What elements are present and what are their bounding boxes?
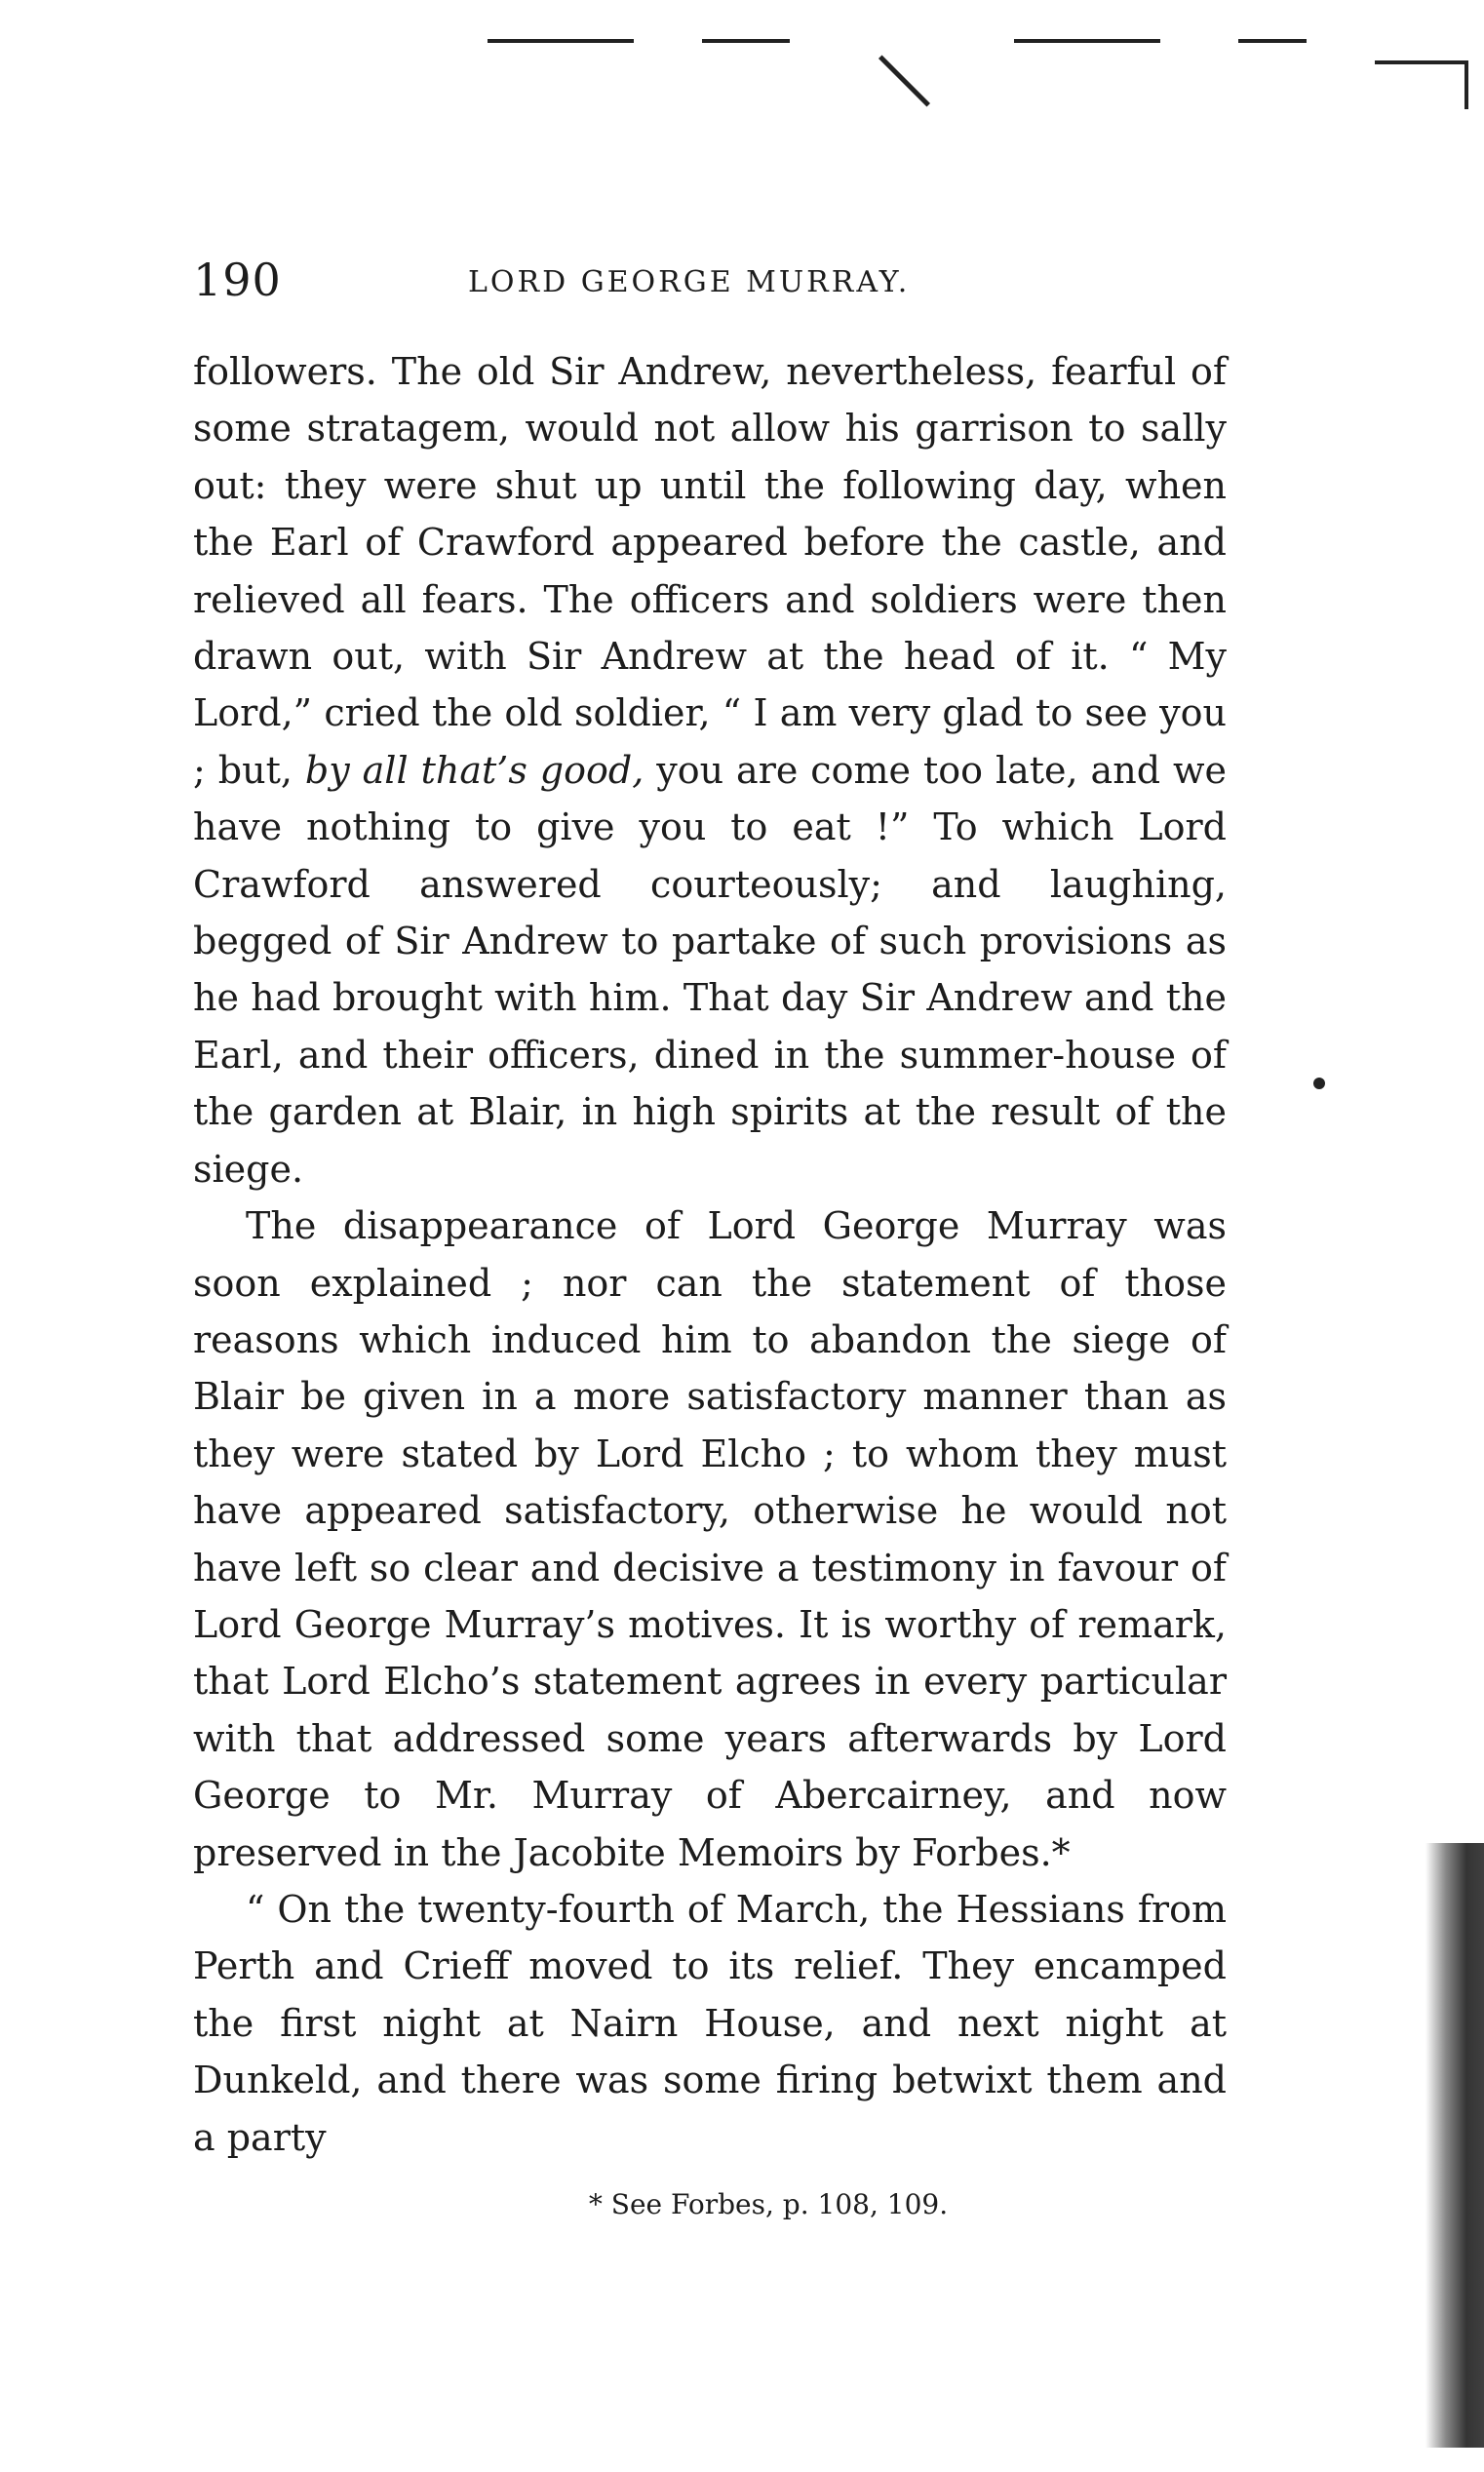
scan-mark-8	[1313, 1078, 1325, 1089]
scan-mark-3	[1014, 39, 1160, 43]
running-title: LORD GEORGE MURRAY.	[468, 265, 911, 299]
paragraph-1-text-b: you are come too late, and we have nothing to give you to eat !” To which Lord Crawford answered courteously; and laughing, begged of Sir Andrew to partake of such provisions as he had brought with him. That day Sir Andrew and the Earl, and their officers, dined in the summer-house of the garden at Blair, in high spirits at the result of the siege.	[193, 748, 1227, 1191]
scan-mark-5	[1375, 60, 1467, 64]
paragraph-1-italic: by all that’s good,	[304, 748, 644, 792]
scan-mark-1	[488, 39, 634, 43]
running-head	[193, 255, 1227, 304]
book-page	[193, 255, 1227, 2222]
scan-mark-4	[1238, 39, 1307, 43]
page-edge-shadow	[1425, 1843, 1484, 2448]
paragraph-1	[193, 343, 1227, 1197]
paragraph-1-text-a: followers. The old Sir Andrew, nevertheless, fearful of some stratagem, would not allow his garrison to sally out: they were shut up until the following day, when the Earl of Crawford appeared before the castle, and relieved all fears. The officers and soldiers were then drawn out, with Sir Andrew at the head of it. “ My Lord,” cried the old soldier, “ I am very glad to see you ; but,	[193, 350, 1227, 792]
paragraph-3: “ On the twenty-fourth of March, the Hessians from Perth and Crieff moved to its relief. They encamped the first night at Nairn House, and next night at Dunkeld, and there was some firing betwixt them and a party	[193, 1887, 1227, 2159]
paragraph-2: The disappearance of Lord George Murray was soon explained ; nor can the statement of those reasons which induced him to abandon the siege of Blair be given in a more satisfactory manner than as they were stated by Lord Elcho ; to whom they must have appeared satisfactory, otherwise he would not have left so clear and decisive a testimony in favour of Lord George Murray’s motives. It is worthy of remark, that Lord Elcho’s statement agrees in every particular with that addressed some years afterwards by Lord George to Mr. Murray of Abercairney, and now preserved in the Jacobite Memoirs by Forbes.*	[193, 1204, 1227, 1874]
body-text	[193, 343, 1227, 2166]
scan-mark-6	[1464, 60, 1468, 109]
scan-mark-7	[879, 55, 930, 106]
scan-mark-2	[702, 39, 790, 43]
footnote: * See Forbes, p. 108, 109.	[588, 2188, 949, 2220]
page-number: 190	[193, 254, 282, 306]
